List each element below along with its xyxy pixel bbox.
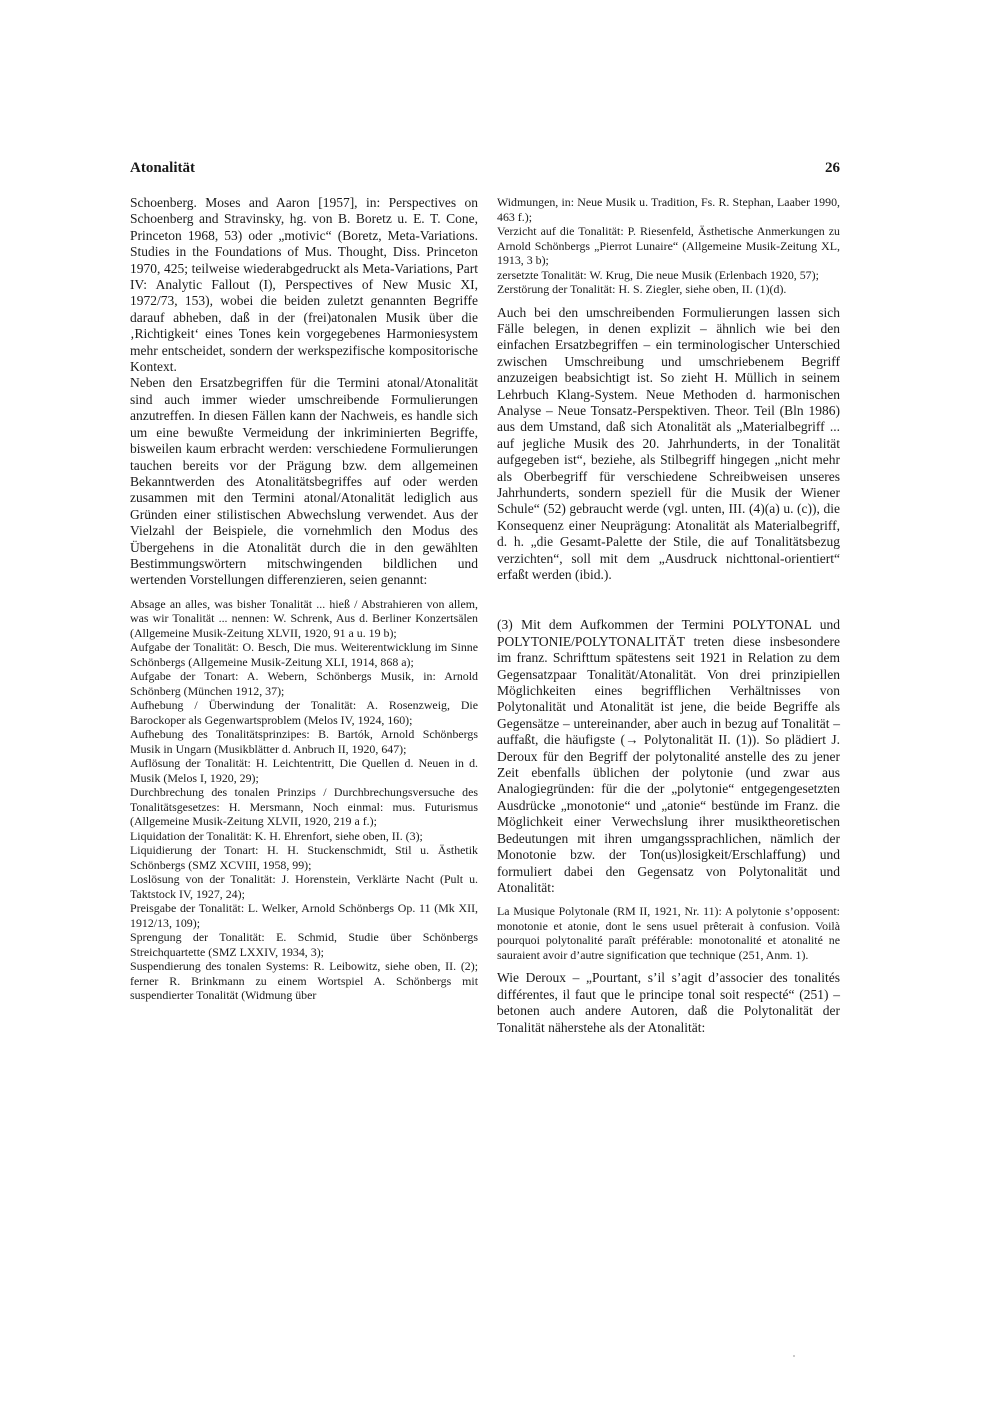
- page-number: 26: [825, 160, 840, 176]
- list-item: Zerstörung der Tonalität: H. S. Ziegler, siehe oben, II. (1)(d).: [497, 282, 787, 296]
- spacer: [130, 589, 478, 597]
- list-item: Widmungen, in: Neue Musik u. Tradition, Fs. R. Stephan, Laaber 1990, 463 f.);: [497, 195, 840, 224]
- running-title: Atonalität: [130, 160, 195, 176]
- list-item: Auflösung der Tonalität: H. Leichtentritt, Die Quellen d. Neuen in d. Musik (Melos I, 1920, 29);: [130, 756, 478, 785]
- list-item: Verzicht auf die Tonalität: P. Riesenfeld, Ästhetische Anmerkungen zu Arnold Schönbergs „Pierrot Lunaire“ (Allgemeine Musik-Zeitung XL, 1913, 3 b);: [497, 224, 840, 267]
- spacer: [497, 896, 840, 904]
- left-column: [130, 195, 478, 1003]
- list-item: Preisgabe der Tonalität: L. Welker, Arnold Schönbergs Op. 11 (Mk XII, 1912/13, 109);: [130, 901, 478, 930]
- list-item: Absage an alles, was bisher Tonalität ... hieß / Abstrahieren von allem, was wir Tonalität ... nennen: W. Schrenk, Aus d. Berliner Konzertsälen (Allgemeine Musik-Zeitung XLVII, 1920, 91 a u. 19 b);: [130, 596, 478, 640]
- page-header: [130, 160, 840, 184]
- term-list-continued: [497, 195, 840, 297]
- left-paragraph-2: Neben den Ersatzbegriffen für die Termini atonal/Atonalität sind auch immer wieder umschreibende Formulierungen anzutreffen. In diesen Fällen kann der Nachweis, es handle sich um eine bewußte Vermeidung der inkriminierten Begriffe, bisweilen kaum erbracht werden: verschiedene Formulierungen tauchen bereits vor der Prägung bzw. dem allgemeinen Bekanntwerden des Atonalitätsbegriffes auf oder werden zusammen mit den Termini atonal/Atonalität lediglich aus Gründen einer stilistischen Abwechslung verwendet. Aus der Vielzahl der Beispiele, die vornehmlich den Modus des Übergehens in die Atonalität durch die in den gewählten Bestimmungswörtern mitschwingenden bildlichen und wertenden Vorstellungen differenzieren, seien genannt:: [130, 375, 478, 588]
- section-3-paragraph: (3) Mit dem Aufkommen der Termini POLYTONAL und POLYTONIE/POLYTONALITÄT treten diese insbesondere im franz. Schrifttum spätestens seit 1921 in Relation zu dem Gegensatzpaar Tonalität/Atonalität. Von drei prinzipiellen Möglichkeiten eines begrifflichen Verhältnisses von Polytonalität und Atonalität ist jene, die beide Begriffe als Gegensätze – untereinander, aber auch in bezug auf Tonalität – auffaßt, die häufigste (→ Polytonalität II. (1)). So plädiert J. Deroux für den Begriff der polytonalité anstelle des zu jener Zeit ebenfalls üblichen der polytonie (und zwar aus Analogiegründen: für die der „polytonie“ entgegengesetzten Ausdrücke „monotonie“ und „atonie“ bestünde im Franz. die Möglichkeit einer Verwechslung ihrer musiktheoretischen Bedeutungen mit ihren umgangssprachlichen, nämlich der Monotonie bzw. der Ton(us)losigkeit/Erschlaffung) und formuliert dabei den Gegensatz von Polytonalität und Atonalität:: [497, 617, 840, 895]
- list-item: Liquidierung der Tonart: H. H. Stuckenschmidt, Stil u. Ästhetik Schönbergs (SMZ XCVIII, 1958, 99);: [130, 843, 478, 872]
- list-item: Aufhebung / Überwindung der Tonalität: A. Rosenzweig, Die Barockoper als Gegenwartsproblem (Melos IV, 1924, 160);: [130, 698, 478, 727]
- list-item: Aufgabe der Tonart: A. Webern, Schönbergs Musik, in: Arnold Schönberg (München 1912, 37);: [130, 669, 478, 698]
- list-item: Sprengung der Tonalität: E. Schmid, Studie über Schönbergs Streichquartette (SMZ LXXIV, 1934, 3);: [130, 930, 478, 959]
- right-column: [497, 195, 840, 1036]
- deroux-quote: La Musique Polytonale (RM II, 1921, Nr. 11): A polytonie s’opposent: monotonie et atonie, dont le sens usuel prêterait à confusion. Voilà pourquoi polytonalité paraît préférable: monotonalité et atonalité ne sauraient avoir d’autre signification que technique (251, Anm. 1).: [497, 904, 840, 962]
- paper-speck: [793, 1355, 795, 1357]
- list-item: zersetzte Tonalität: W. Krug, Die neue Musik (Erlenbach 1920, 57);: [497, 267, 819, 282]
- section-spacer: [497, 583, 840, 617]
- spacer: [497, 962, 840, 970]
- list-item: Durchbrechung des tonalen Prinzips / Durchbrechungsversuche des Tonalitätsgesetzes: H. Mersmann, Noch einmal: mus. Futurismus (Allgemeine Musik-Zeitung XLVII, 1920, 219 a f.);: [130, 785, 478, 829]
- list-item: Aufhebung des Tonalitätsprinzipes: B. Bartók, Arnold Schönbergs Musik in Ungarn (Musikblätter d. Anbruch II, 1920, 647);: [130, 727, 478, 756]
- list-item: Suspendierung des tonalen Systems: R. Leibowitz, siehe oben, II. (2); ferner R. Brinkmann zu einem Wortspiel A. Schönbergs mit suspendierter Tonalität (Widmung über: [130, 959, 478, 1003]
- list-item: Loslösung von der Tonalität: J. Horenstein, Verklärte Nacht (Pult u. Taktstock IV, 1927, 24);: [130, 872, 478, 901]
- term-list: [130, 597, 478, 1003]
- right-paragraph-3: Wie Deroux – „Pourtant, s’il s’agit d’associer des tonalités différentes, il faut que le principe tonal soit respecté“ (251) – betonen auch andere Autoren, daß die Polytonalität der Tonalität näherstehe als der Atonalität:: [497, 970, 840, 1035]
- list-item: Liquidation der Tonalität: K. H. Ehrenfort, siehe oben, II. (3);: [130, 828, 423, 843]
- list-item: Aufgabe der Tonalität: O. Besch, Die mus. Weiterentwicklung im Sinne Schönbergs (Allgemeine Musik-Zeitung XLI, 1914, 868 a);: [130, 640, 478, 669]
- left-paragraph-1: Schoenberg. Moses and Aaron [1957], in: Perspectives on Schoenberg and Stravinsky, hg. von B. Boretz u. E. T. Cone, Princeton 1968, 53) oder „motivic“ (Boretz, Meta-Variations. Studies in the Foundations of Mus. Thought, Diss. Princeton 1970, 425; teilweise wiederabgedruckt als Meta-Variations, Part IV: Analytic Fallout (I), Perspectives of New Music XI, 1972/73, 153), wobei die beiden zuletzt genannten Begriffe darauf abheben, daß in der (frei)atonalen Musik über die ‚Richtigkeit‘ eines Tones kein vorgegebenes Harmoniesystem mehr entscheidet, sondern der werkspezifische kompositorische Kontext.: [130, 195, 478, 375]
- spacer: [497, 297, 840, 305]
- right-paragraph-1: Auch bei den umschreibenden Formulierungen lassen sich Fälle belegen, in denen explizit – ähnlich wie bei den einfachen Ersatzbegriffen – ein terminologischer Unterschied zwischen Umschreibung und umschriebenem Begriff anzuzeigen beabsichtigt ist. So zieht H. Müllich in seinem Lehrbuch Klang-System. Neue Methoden d. harmonischen Analyse – Neue Tonsatz-Perspektiven. Theor. Teil (Bln 1986) aus dem Umstand, daß sich Atonalität als „Materialbegriff ... auf jegliche Musik des 20. Jahrhunderts, in der Tonalität aufgegeben ist“, beziehe, als Stilbegriff hingegen „nicht mehr als Oberbegriff für verschiedene Schreibweisen unseres Jahrhunderts, sondern speziell für die Musik der Wiener Schule“ (52) gebraucht werde (vgl. unten, III. (4)(a) u. (c)), die Konsequenz einer Neuprägung: Atonalität als Materialbegriff, d. h. „die Gesamt-Palette der Stile, die auf Tonalitätsbezug verzichten“, soll mit dem „Ausdruck nichttonal-orientiert“ erfaßt werden (ibid.).: [497, 304, 840, 582]
